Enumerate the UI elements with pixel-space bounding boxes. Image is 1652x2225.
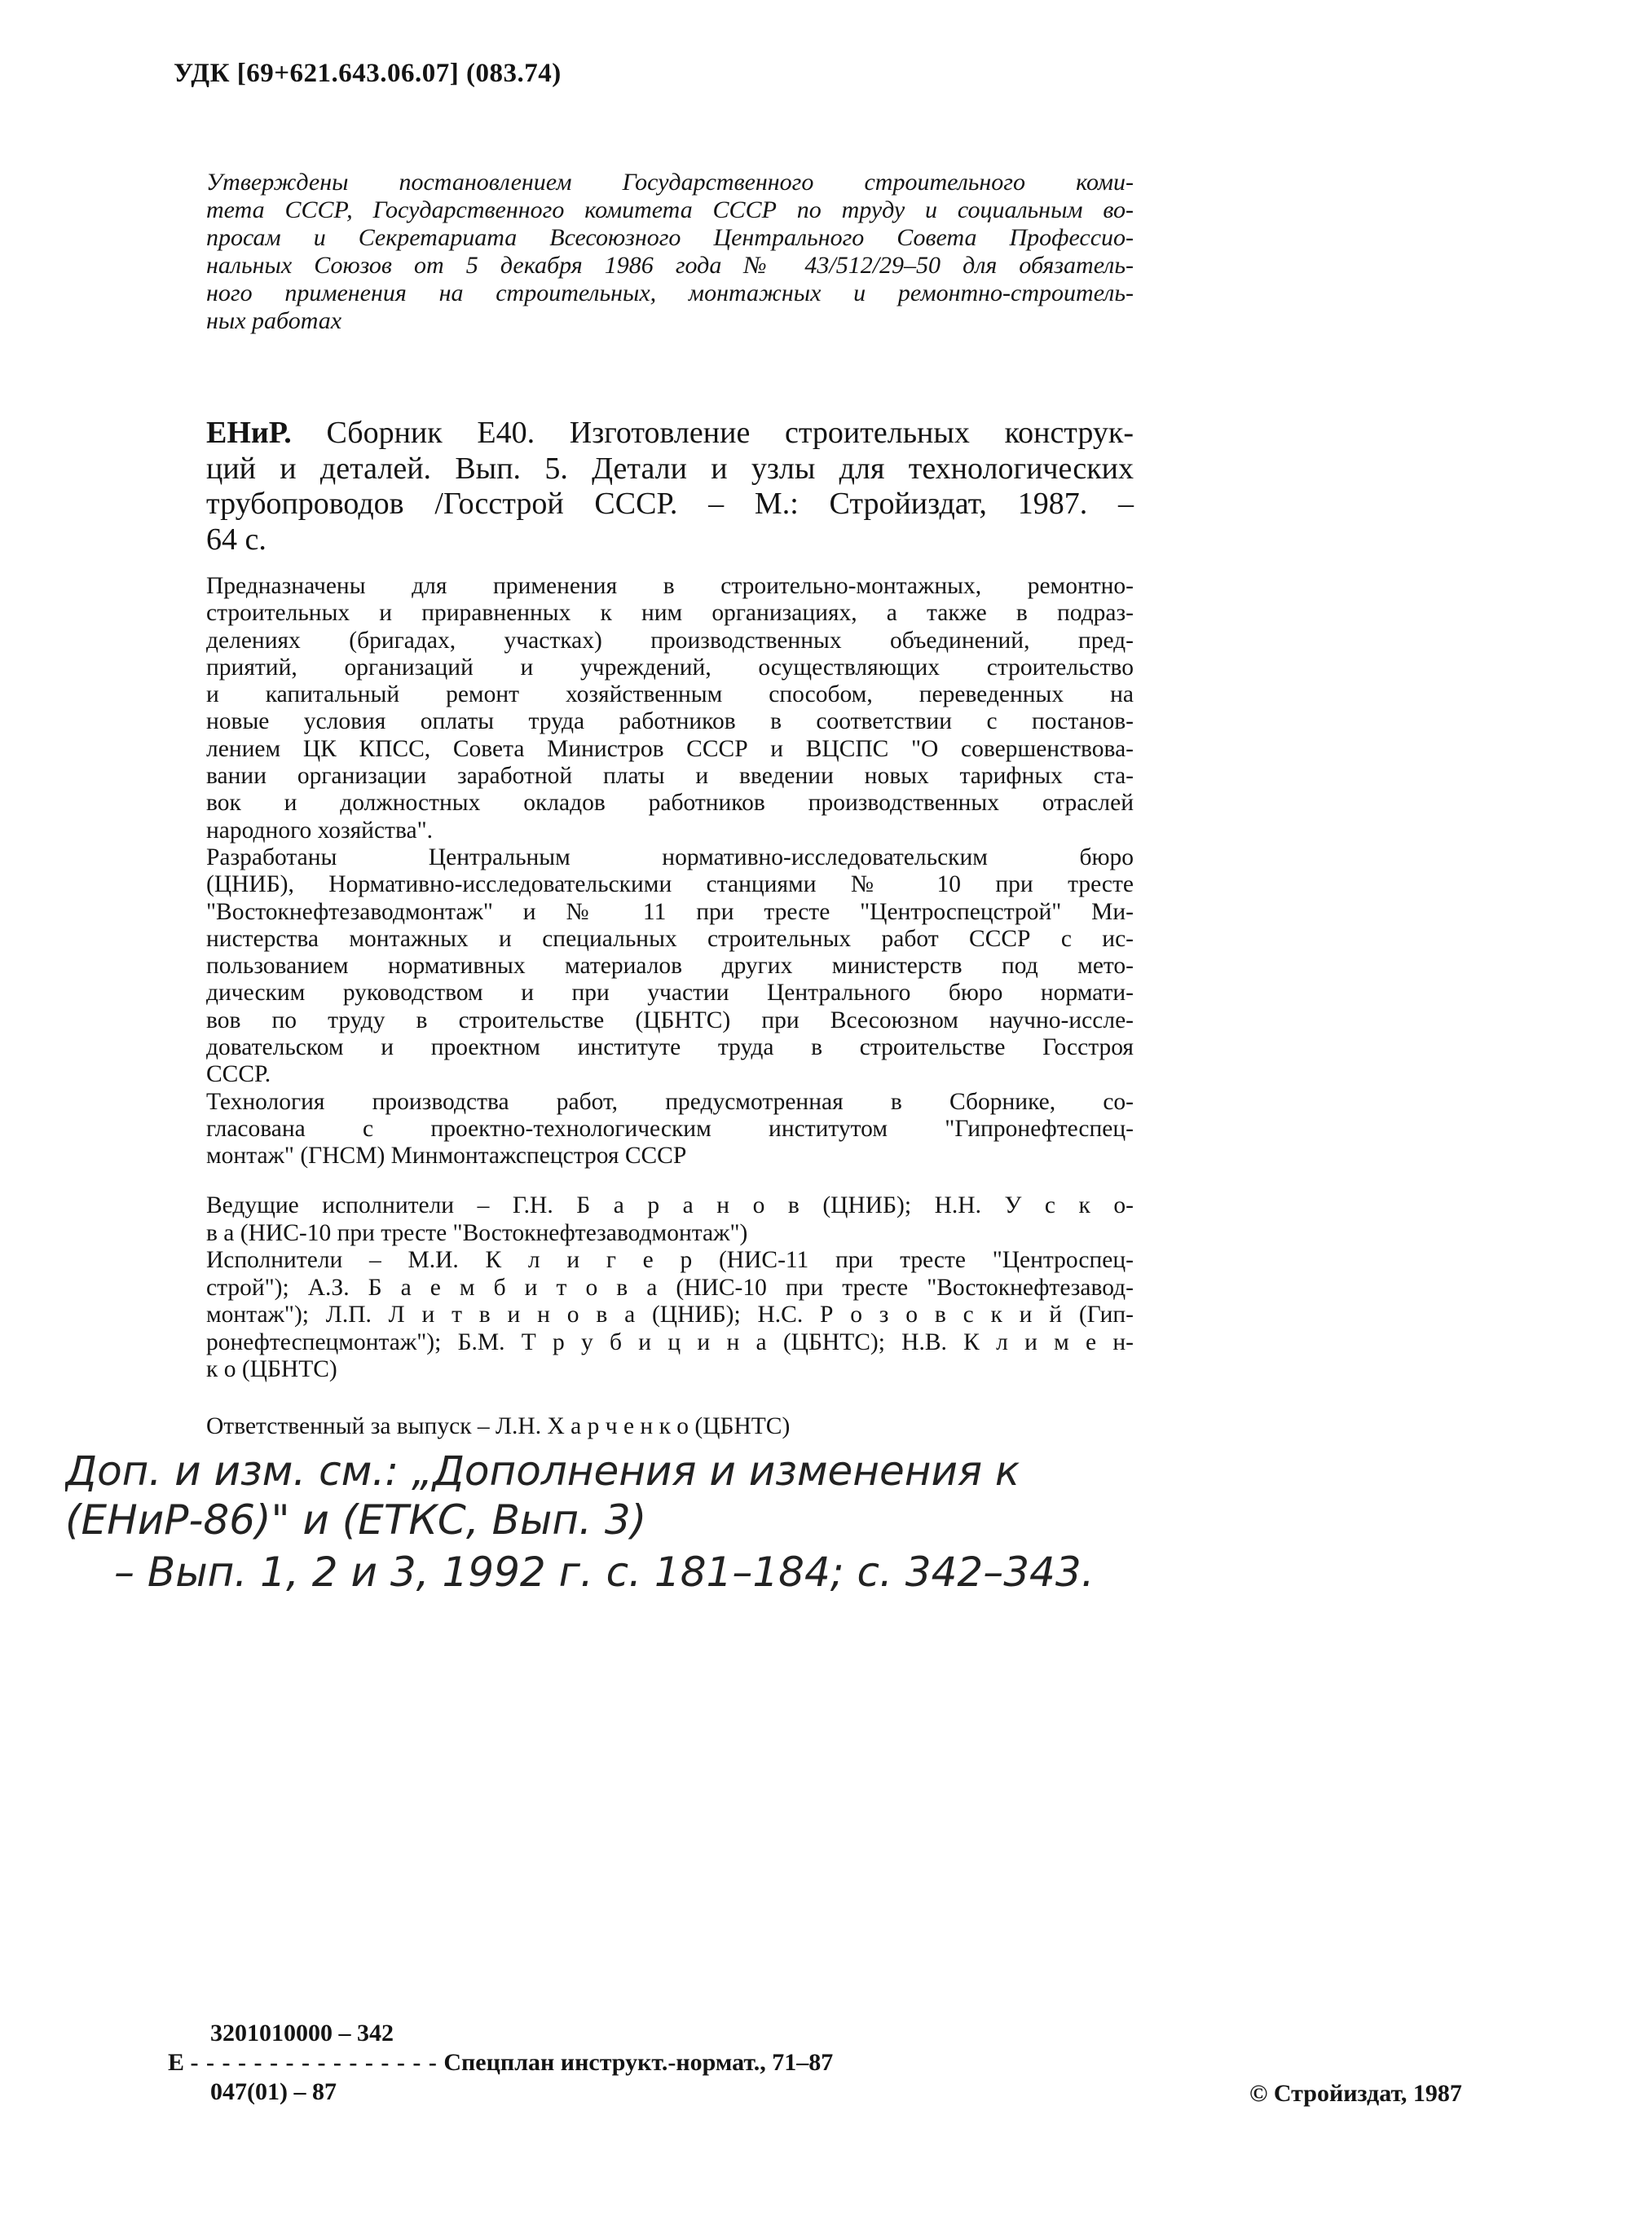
imprint-code-bottom: 047(01) – 87 (210, 2078, 337, 2105)
abstract-line: нистерства монтажных и специальных строительных работ СССР с ис- (206, 925, 1134, 952)
credits-line: в а (НИС-10 при тресте "Востокнефтезаводмонтаж") (206, 1219, 748, 1246)
abstract-line: и капитальный ремонт хозяйственным способом, переведенных на (206, 681, 1134, 708)
abstract-line: вании организации заработной платы и введении новых тарифных ста- (206, 763, 1134, 790)
abstract-line: новые условия оплаты труда работников в соответствии с постанов- (206, 708, 1134, 735)
handwriting-line: (ЕНиР-86)" и (ЕТКС, Вып. 3) (65, 1496, 647, 1544)
credits-line: ронефтеспецмонтаж"); Б.М. Т р у б и ц и н а (ЦБНТС); Н.В. К л и м е н- (206, 1328, 1134, 1355)
biblio-line: ций и деталей. Вып. 5. Детали и узлы для технологических (206, 451, 1134, 486)
imprint-letter: Е (168, 2049, 185, 2076)
approval-line: Утверждены постановлением Государственного строительного коми- (206, 169, 1134, 196)
handwriting-line: – Вып. 1, 2 и 3, 1992 г. с. 181–184; с. 342–343. (114, 1549, 1095, 1596)
abstract-line: СССР. (206, 1061, 271, 1088)
copyright: © Стройиздат, 1987 (1249, 2080, 1462, 2107)
credits-line: к о (ЦБНТС) (206, 1356, 337, 1382)
approval-line: ных работах (206, 307, 342, 334)
abstract-line: строительных и приравненных к ним организациях, а также в подраз- (206, 600, 1134, 627)
imprint-code-top: 3201010000 – 342 (210, 2020, 394, 2047)
handwriting-line: Доп. и изм. см.: „Дополнения и изменения к (65, 1449, 1020, 1495)
abstract-line: вок и должностных окладов работников производственных отраслей (206, 790, 1134, 817)
abstract-line: "Востокнефтезаводмонтаж" и № 11 при тресте "Центроспецстрой" Ми- (206, 898, 1134, 925)
credits-line: монтаж"); Л.П. Л и т в и н о в а (ЦНИБ); Н.С. Р о з о в с к и й (Гип- (206, 1302, 1134, 1328)
abstract-line: гласована с проектно-технологическим институтом "Гипронефтеспец- (206, 1115, 1134, 1142)
abstract-line: монтаж" (ГНСМ) Минмонтажспецстроя СССР (206, 1143, 687, 1170)
biblio-line1-rest: Сборник Е40. Изготовление строительных конструк- (291, 416, 1134, 450)
abstract-line: (ЦНИБ), Нормативно-исследовательскими станциями № 10 при тресте (206, 871, 1134, 898)
abstract (206, 573, 1134, 1170)
abstract-line: вов по труду в строительстве (ЦБНТС) при Всесоюзном научно-иссле- (206, 1007, 1134, 1033)
biblio-lead: ЕНиР. (206, 416, 292, 450)
udc-code: УДК [69+621.643.06.07] (083.74) (174, 59, 562, 88)
abstract-line: делениях (бригадах, участках) производственных объединений, пред- (206, 627, 1134, 654)
abstract-line: пользованием нормативных материалов других министерств под мето- (206, 953, 1134, 980)
approval-line: ного применения на строительных, монтажных и ремонтно-строитель- (206, 280, 1134, 306)
abstract-line: приятий, организаций и учреждений, осуществляющих строительство (206, 654, 1134, 681)
credits (206, 1192, 1134, 1384)
biblio-line (206, 416, 1134, 452)
abstract-line: лением ЦК КПСС, Совета Министров СССР и ВЦСПС "О совершенствова- (206, 735, 1134, 762)
credits-line: строй"); А.З. Б а е м б и т о в а (НИС-10 при тресте "Востокнефтезавод- (206, 1274, 1134, 1301)
abstract-line: народного хозяйства". (206, 817, 433, 844)
abstract-line: дическим руководством и при участии Центрального бюро нормати- (206, 980, 1134, 1007)
abstract-line: Технология производства работ, предусмотренная в Сборнике, со- (206, 1088, 1134, 1115)
biblio-line: 64 с. (206, 522, 267, 557)
credits-line: Исполнители – М.И. К л и г е р (НИС-11 при тресте "Центроспец- (206, 1247, 1134, 1273)
abstract-line: Предназначены для применения в строительно-монтажных, ремонтно- (206, 573, 1134, 599)
imprint-plan: Спецплан инструкт.-нормат., 71–87 (443, 2049, 834, 2076)
approval-line: тета СССР, Государственного комитета СССР по труду и социальным во- (206, 196, 1134, 223)
bibliographic-description (206, 416, 1134, 557)
handwritten-annotation (65, 1449, 1263, 1604)
credits-line: Ведущие исполнители – Г.Н. Б а р а н о в (ЦНИБ); Н.Н. У с к о- (206, 1192, 1134, 1218)
approval-statement (206, 169, 1134, 335)
responsible-editor: Ответственный за выпуск – Л.Н. Х а р ч е н к о (ЦБНТС) (206, 1413, 791, 1439)
biblio-line: трубопроводов /Госстрой СССР. – М.: Стройиздат, 1987. – (206, 487, 1134, 521)
approval-line: просам и Секретариата Всесоюзного Центрального Совета Профессио- (206, 224, 1134, 251)
imprint-divider: - - - - - - - - - - - - - - - - (190, 2049, 438, 2076)
abstract-line: Разработаны Центральным нормативно-исследовательским бюро (206, 844, 1134, 870)
imprint-plan-line (168, 2049, 833, 2077)
approval-line: нальных Союзов от 5 декабря 1986 года № 43/512/29–50 для обязатель- (206, 252, 1134, 279)
abstract-line: довательском и проектном институте труда в строительстве Госстроя (206, 1034, 1134, 1061)
